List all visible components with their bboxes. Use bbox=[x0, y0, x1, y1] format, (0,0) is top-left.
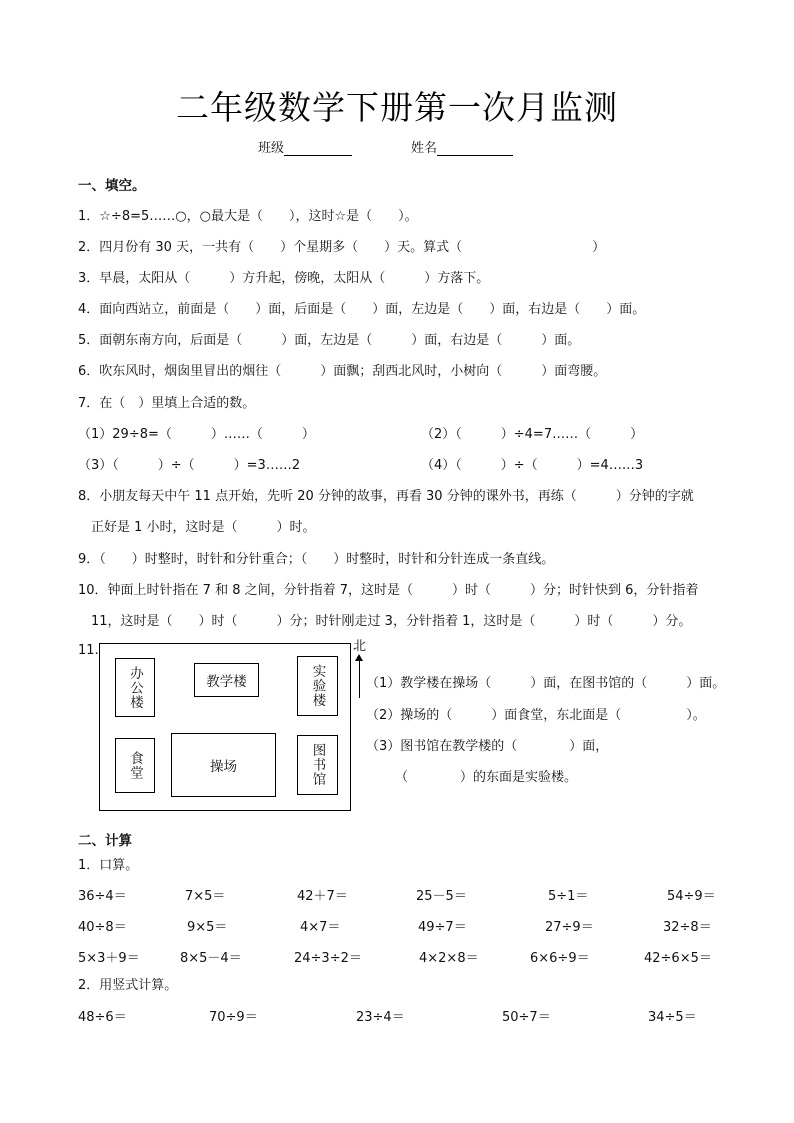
calc-item: 5÷1＝ bbox=[548, 889, 589, 904]
campus-map bbox=[99, 643, 351, 811]
question-7-4: （4）（ ）÷（ ）=4……3 bbox=[421, 458, 644, 473]
calc-item: 48÷6＝ bbox=[78, 1010, 127, 1025]
question-10-line-2: 11，这时是（ ）时（ ）分；时针刚走过 3，分针指着 1，这时是（ ）时（ ）分。 bbox=[78, 614, 692, 629]
calc-item: 32÷8＝ bbox=[663, 920, 712, 935]
playground-box bbox=[171, 733, 276, 797]
class-field bbox=[258, 137, 352, 156]
page-title: 二年级数学下册第一次月监测 bbox=[176, 88, 618, 127]
calc-item: 8×5－4＝ bbox=[180, 951, 242, 966]
calc-item: 34÷5＝ bbox=[648, 1010, 697, 1025]
calc-subheading-1: 1．口算。 bbox=[78, 858, 139, 873]
library-label: 图书馆 bbox=[309, 743, 326, 787]
section-2-heading: 二、计算 bbox=[78, 833, 132, 849]
calc-item: 5×3＋9＝ bbox=[78, 951, 140, 966]
question-11-3: （3）图书馆在教学楼的（ ）面， bbox=[366, 739, 609, 754]
canteen-box bbox=[115, 738, 155, 793]
north-arrow-icon bbox=[359, 658, 360, 698]
calc-subheading-2: 2．用竖式计算。 bbox=[78, 978, 178, 993]
calc-item: 6×6÷9＝ bbox=[530, 951, 590, 966]
question-4: 4．面向西站立，前面是（ ）面，后面是（ ）面，左边是（ ）面，右边是（ ）面。 bbox=[78, 302, 646, 317]
question-7: 7．在（ ）里填上合适的数。 bbox=[78, 396, 256, 411]
calc-item: 36÷4＝ bbox=[78, 889, 127, 904]
calc-item: 42÷6×5＝ bbox=[644, 951, 712, 966]
question-7-2: （2）（ ）÷4=7……（ ） bbox=[421, 427, 644, 442]
calc-item: 25－5＝ bbox=[416, 889, 467, 904]
class-blank[interactable] bbox=[284, 141, 352, 156]
calc-item: 7×5＝ bbox=[185, 889, 226, 904]
calc-item: 23÷4＝ bbox=[356, 1010, 405, 1025]
teaching-building-label: 教学楼 bbox=[206, 674, 247, 690]
question-7-3: （3）（ ）÷（ ）=3……2 bbox=[78, 458, 301, 473]
calc-item: 24÷3÷2＝ bbox=[294, 951, 362, 966]
calc-item: 42＋7＝ bbox=[297, 889, 348, 904]
section-1-heading: 一、填空。 bbox=[78, 178, 146, 194]
teaching-building-box bbox=[194, 663, 259, 697]
question-11-2: （2）操场的（ ）面食堂，东北面是（ ）。 bbox=[366, 708, 706, 723]
question-10-line-1: 10．钟面上时针指在 7 和 8 之间，分针指着 7，这时是（ ）时（ ）分；时针快到 6，分针指着 bbox=[78, 583, 699, 598]
calc-item: 9×5＝ bbox=[187, 920, 228, 935]
calc-item: 4×2×8＝ bbox=[419, 951, 479, 966]
canteen-label: 食堂 bbox=[127, 751, 143, 780]
library-box bbox=[297, 735, 338, 795]
question-11-1: （1）教学楼在操场（ ）面，在图书馆的（ ）面。 bbox=[366, 676, 726, 691]
calc-item: 70÷9＝ bbox=[209, 1010, 258, 1025]
calc-item: 54÷9＝ bbox=[667, 889, 716, 904]
name-label: 姓名 bbox=[411, 141, 438, 156]
name-field bbox=[411, 137, 513, 156]
calc-item: 4×7＝ bbox=[300, 920, 341, 935]
name-blank[interactable] bbox=[437, 141, 513, 156]
playground-label: 操场 bbox=[210, 759, 237, 775]
calc-item: 49÷7＝ bbox=[418, 920, 467, 935]
calc-item: 40÷8＝ bbox=[78, 920, 127, 935]
class-label: 班级 bbox=[258, 141, 285, 156]
lab-building-box bbox=[297, 656, 338, 716]
calc-item: 27÷9＝ bbox=[545, 920, 594, 935]
north-label: 北 bbox=[353, 639, 367, 654]
question-1: 1．☆÷8=5……○，○最大是（ ），这时☆是（ ）。 bbox=[78, 209, 418, 224]
question-8-line-1: 8．小朋友每天中午 11 点开始，先听 20 分钟的故事，再看 30 分钟的课外书，再练（ ）分钟的字就 bbox=[78, 489, 694, 504]
lab-building-label: 实验楼 bbox=[309, 664, 326, 708]
question-11-4: （ ）的东面是实验楼。 bbox=[395, 770, 578, 785]
question-8-line-2: 正好是 1 小时，这时是（ ）时。 bbox=[78, 520, 316, 535]
calc-item: 50÷7＝ bbox=[502, 1010, 551, 1025]
question-2: 2．四月份有 30 天，一共有（ ）个星期多（ ）天。算式（ ） bbox=[78, 240, 606, 255]
question-11-number: 11. bbox=[78, 643, 99, 658]
question-5: 5．面朝东南方向，后面是（ ）面，左边是（ ）面，右边是（ ）面。 bbox=[78, 333, 581, 348]
office-building-box bbox=[115, 658, 155, 717]
question-6: 6．吹东风时，烟囱里冒出的烟往（ ）面飘；刮西北风时，小树向（ ）面弯腰。 bbox=[78, 364, 607, 379]
office-building-label: 办公楼 bbox=[127, 665, 143, 710]
question-7-1: （1）29÷8=（ ）……（ ） bbox=[78, 427, 315, 442]
question-3: 3．早晨，太阳从（ ）方升起，傍晚，太阳从（ ）方落下。 bbox=[78, 271, 490, 286]
question-9: 9．（ ）时整时，时针和分针重合；（ ）时整时，时针和分针连成一条直线。 bbox=[78, 552, 555, 567]
